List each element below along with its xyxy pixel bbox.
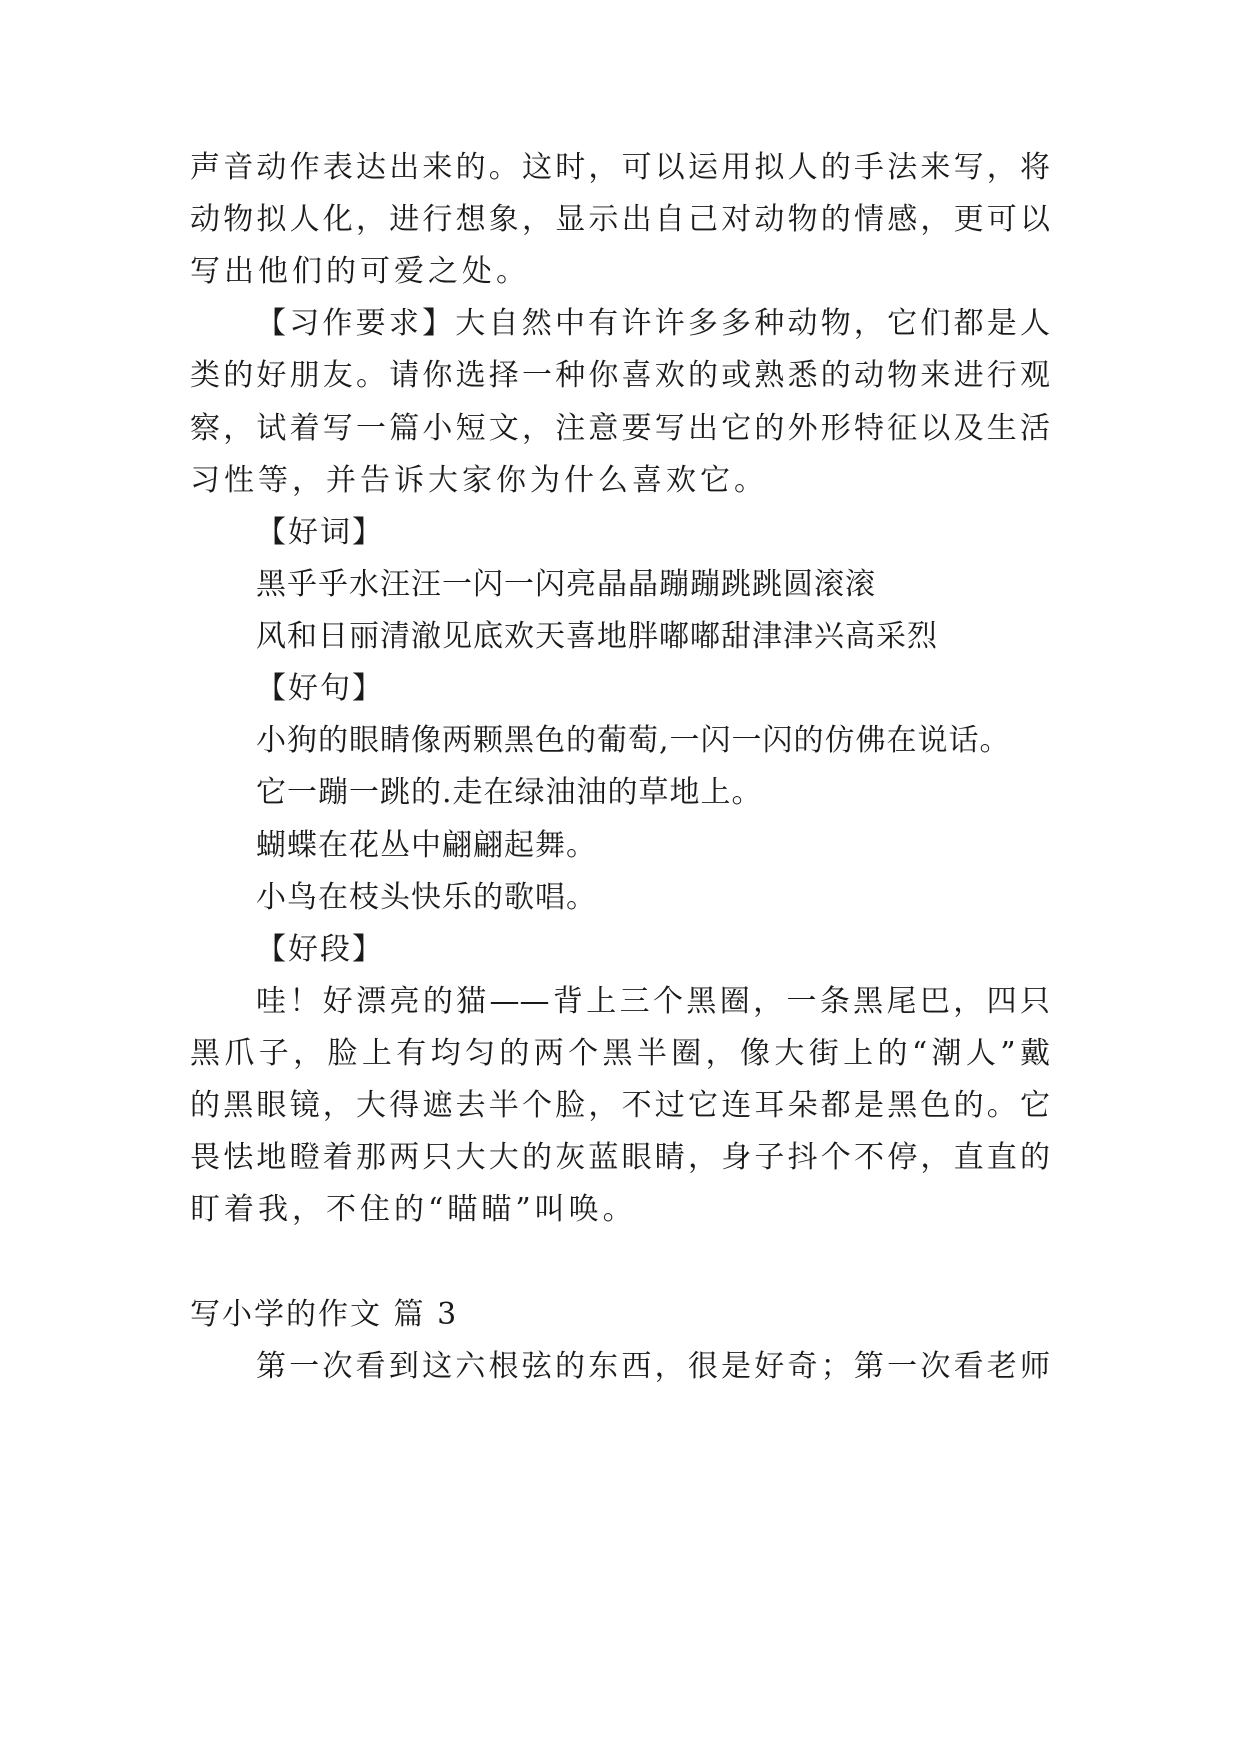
sentence-line: 蝴蝶在花丛中翩翩起舞。	[256, 828, 597, 863]
paragraph-line: 哇！好漂亮的猫——背上三个黑圈，一条黑尾巴，四只	[256, 984, 1050, 1019]
word-list-line: 黑乎乎水汪汪一闪一闪亮晶晶蹦蹦跳跳圆滚滚	[256, 567, 876, 602]
section-heading: 【好词】	[256, 515, 384, 550]
paragraph-line: 黑爪子，脸上有均匀的两个黑半圈，像大街上的“潮人”戴	[190, 1036, 1050, 1071]
word-list-line: 风和日丽清澈见底欢天喜地胖嘟嘟甜津津兴高采烈	[256, 619, 938, 654]
sentence-line: 小狗的眼睛像两颗黑色的葡萄,一闪一闪的仿佛在说话。	[256, 723, 1011, 758]
paragraph-line: 类的好朋友。请你选择一种你喜欢的或熟悉的动物来进行观	[190, 358, 1050, 393]
paragraph-line: 声音动作表达出来的。这时，可以运用拟人的手法来写，将	[190, 150, 1050, 185]
paragraph-line: 动物拟人化，进行想象，显示出自己对动物的情感，更可以	[190, 202, 1050, 237]
essay-title: 写小学的作文 篇 3	[190, 1297, 459, 1332]
paragraph-line: 第一次看到这六根弦的东西，很是好奇；第一次看老师	[256, 1349, 1050, 1384]
paragraph-line: 盯着我，不住的“瞄瞄”叫唤。	[190, 1192, 637, 1227]
paragraph-line: 察，试着写一篇小短文，注意要写出它的外形特征以及生活	[190, 411, 1050, 446]
paragraph-line: 习性等，并告诉大家你为什么喜欢它。	[190, 463, 768, 498]
sentence-line: 小鸟在枝头快乐的歌唱。	[256, 880, 597, 915]
section-heading: 【好句】	[256, 671, 384, 706]
paragraph-line: 畏怯地瞪着那两只大大的灰蓝眼睛，身子抖个不停，直直的	[190, 1140, 1050, 1175]
section-heading: 【好段】	[256, 932, 384, 967]
paragraph-line: 【习作要求】大自然中有许许多多种动物，它们都是人	[256, 306, 1050, 341]
paragraph-line: 写出他们的可爱之处。	[190, 254, 530, 289]
sentence-line: 它一蹦一跳的.走在绿油油的草地上。	[256, 775, 763, 810]
paragraph-line: 的黑眼镜，大得遮去半个脸，不过它连耳朵都是黑色的。它	[190, 1088, 1050, 1123]
